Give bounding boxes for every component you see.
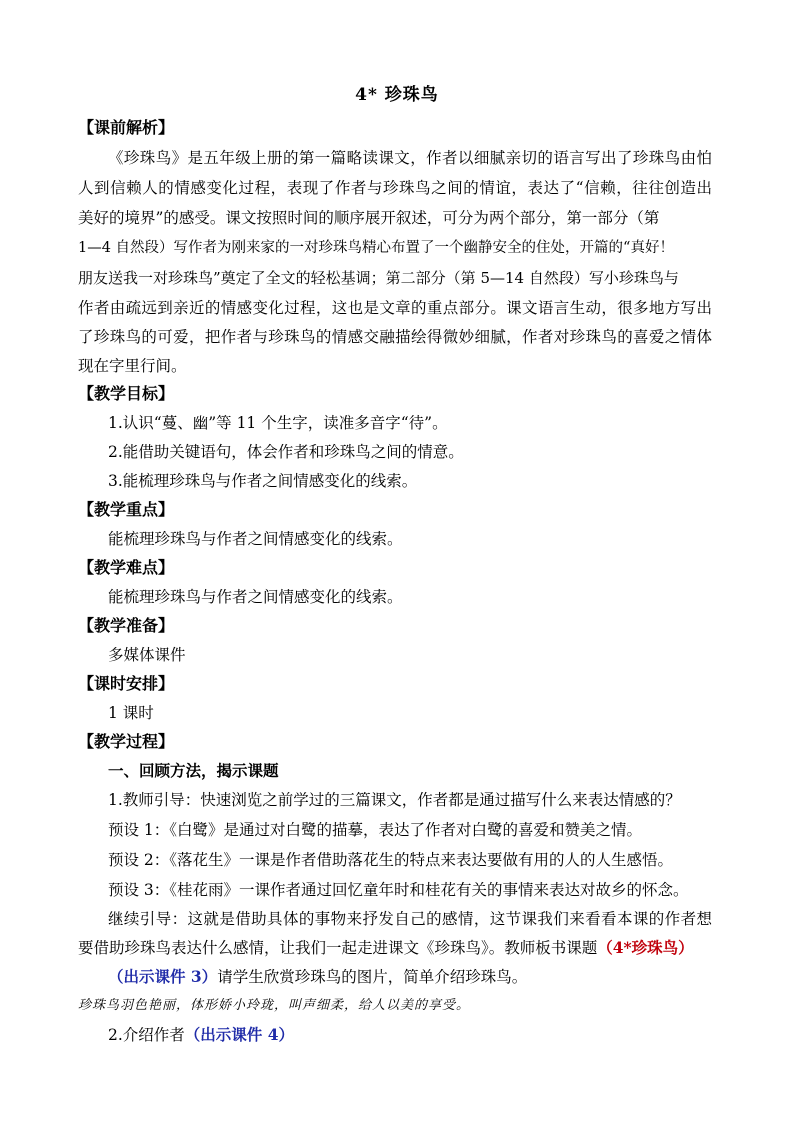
process-subheading: 一、回顾方法，揭示课题 [108,761,279,780]
goal-item: 1.认识“蔓、幽”等 11 个生字，读准多音字“待”。 [108,414,448,432]
document-title: 4* 珍珠鸟 [355,85,439,105]
process-line [108,967,527,987]
process-line [108,1025,294,1045]
heading-teaching-difficulty: 【教学难点】 [78,558,175,577]
heading-teaching-process: 【教学过程】 [78,732,175,751]
process-line: 1.教师引导：快速浏览之前学过的三篇课文，作者都是通过描写什么来表达情感的？ [108,791,681,809]
process-line: 预设 2：《落花生》一课是作者借助落花生的特点来表达要做有用的人的人生感悟。 [108,851,674,869]
heading-teaching-goals: 【教学目标】 [78,384,175,403]
heading-class-hours: 【课时安排】 [78,674,175,693]
courseware-ref-blue: （出示课件 4） [184,1025,294,1044]
analysis-line: 朋友送我一对珍珠鸟”奠定了全文的轻松基调；第二部分（第 5—14 自然段）写小珍珠鸟与 [78,269,679,287]
goal-item: 2.能借助关键语句，体会作者和珍珠鸟之间的情意。 [108,443,464,461]
handwritten-note: 珍珠鸟羽色艳丽，体形娇小玲珑，叫声细柔，给人以美的享受。 [78,998,471,1013]
goal-item: 3.能梳理珍珠鸟与作者之间情感变化的线索。 [108,472,418,490]
process-line: 继续引导：这就是借助具体的事物来抒发自己的感情，这节课我们来看看本课的作者想 [108,910,712,928]
teaching-difficulty-text: 能梳理珍珠鸟与作者之间情感变化的线索。 [108,588,403,606]
process-text: 2.介绍作者 [108,1026,185,1044]
analysis-line: 了珍珠鸟的可爱，把作者与珍珠鸟的情感交融描绘得微妙细腻，作者对珍珠鸟的喜爱之情体 [78,328,712,346]
process-line: 预设 3：《桂花雨》一课作者通过回忆童年时和桂花有关的事情来表达对故乡的怀念。 [108,881,689,899]
teaching-focus-text: 能梳理珍珠鸟与作者之间情感变化的线索。 [108,530,403,548]
analysis-line: 《珍珠鸟》是五年级上册的第一篇略读课文，作者以细腻亲切的语言写出了珍珠鸟由怕 [108,149,712,167]
heading-teaching-prep: 【教学准备】 [78,616,175,635]
class-hours-text: 1 课时 [108,704,154,722]
process-line [78,938,694,958]
process-text: 请学生欣赏珍珠鸟的图片，简单介绍珍珠鸟。 [217,968,528,986]
analysis-line: 作者由疏远到亲近的情感变化过程，这也是文章的重点部分。课文语言生动，很多地方写出 [78,299,712,317]
process-text: 要借助珍珠鸟表达什么感情，让我们一起走进课文《珍珠鸟》。教师板书课题 [78,939,598,957]
analysis-line: 现在字里行间。 [78,357,187,375]
heading-teaching-focus: 【教学重点】 [78,500,175,519]
teaching-prep-text: 多媒体课件 [108,646,186,664]
analysis-line: 1—4 自然段）写作者为刚来家的一对珍珠鸟精心布置了一个幽静安全的住处，开篇的“真好！ [78,240,674,256]
analysis-line: 美好的境界”的感受。课文按照时间的顺序展开叙述，可分为两个部分，第一部分（第 [78,209,660,227]
heading-pre-lesson-analysis: 【课前解析】 [78,118,175,137]
courseware-ref-blue: （出示课件 3） [108,967,218,986]
board-title-red: （4*珍珠鸟） [597,938,694,957]
analysis-line: 人到信赖人的情感变化过程，表现了作者与珍珠鸟之间的情谊，表达了“信赖，往往创造出 [78,179,712,197]
process-line: 预设 1：《白鹭》是通过对白鹭的描摹，表达了作者对白鹭的喜爱和赞美之情。 [108,821,643,839]
